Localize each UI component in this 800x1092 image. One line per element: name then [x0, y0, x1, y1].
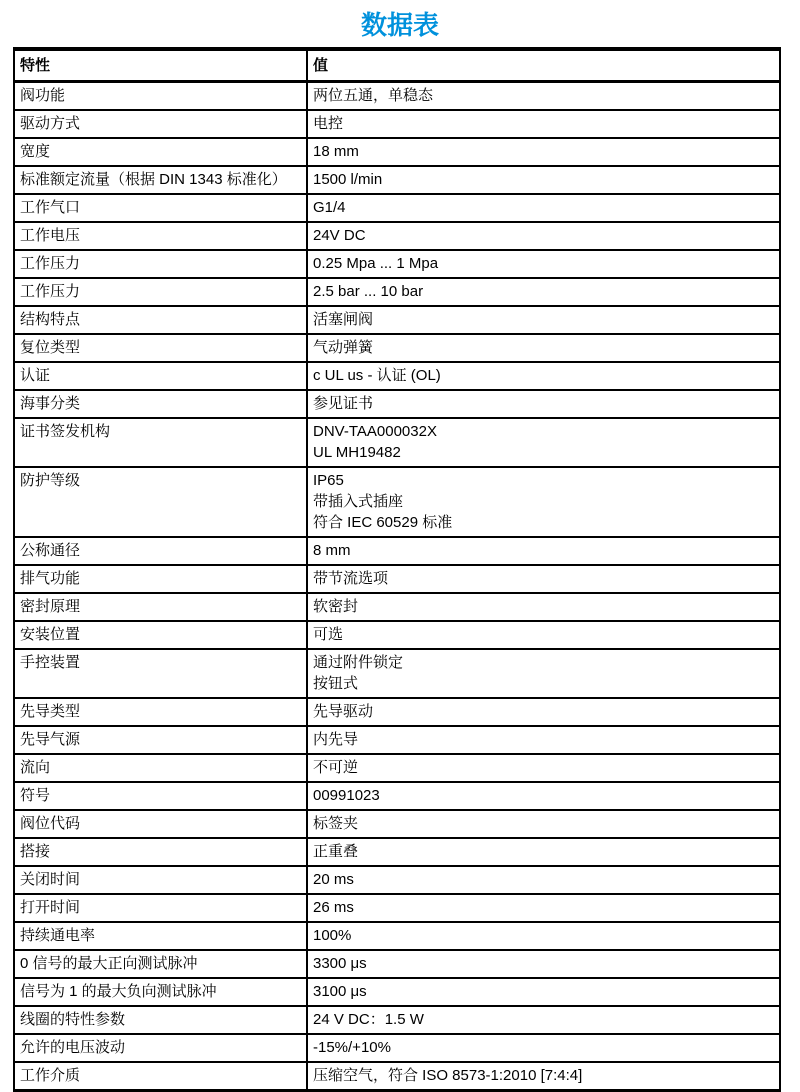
characteristic-cell: 复位类型	[14, 334, 307, 362]
characteristic-cell: 结构特点	[14, 306, 307, 334]
table-row	[14, 754, 780, 782]
value-cell	[307, 922, 780, 950]
characteristic-cell: 手控装置	[14, 649, 307, 698]
value-cell	[307, 866, 780, 894]
characteristic-cell: 认证	[14, 362, 307, 390]
table-row	[14, 950, 780, 978]
value-line: 24 V DC：1.5 W	[313, 1011, 424, 1028]
characteristic-cell: 搭接	[14, 838, 307, 866]
table-row	[14, 110, 780, 138]
value-line: 两位五通，单稳态	[313, 87, 434, 104]
characteristic-cell: 宽度	[14, 138, 307, 166]
value-cell	[307, 726, 780, 754]
characteristic-cell: 0 信号的最大正向测试脉冲	[14, 950, 307, 978]
value-cell	[307, 649, 780, 698]
value-cell	[307, 222, 780, 250]
table-row	[14, 894, 780, 922]
characteristic-cell: 排气功能	[14, 565, 307, 593]
value-line: 标签夹	[313, 815, 359, 832]
table-row	[14, 621, 780, 649]
characteristic-cell: 安装位置	[14, 621, 307, 649]
value-cell	[307, 782, 780, 810]
characteristic-cell: 允许的电压波动	[14, 1034, 307, 1062]
value-line: 26 ms	[313, 899, 354, 916]
table-row	[14, 1034, 780, 1062]
value-line: 压缩空气，符合 ISO 8573-1:2010 [7:4:4]	[313, 1067, 583, 1084]
value-line: 先导驱动	[313, 703, 374, 720]
table-row	[14, 1062, 780, 1091]
value-line: 内先导	[313, 731, 359, 748]
value-cell	[307, 950, 780, 978]
value-line: 00991023	[313, 787, 380, 804]
table-row	[14, 1006, 780, 1034]
value-line: 2.5 bar ... 10 bar	[313, 283, 424, 300]
value-line: -15%/+10%	[313, 1039, 391, 1056]
characteristic-cell: 防护等级	[14, 467, 307, 537]
table-row	[14, 278, 780, 306]
table-row	[14, 138, 780, 166]
table-row	[14, 250, 780, 278]
table-row	[14, 698, 780, 726]
table-row	[14, 222, 780, 250]
characteristic-cell: 工作气口	[14, 194, 307, 222]
value-cell	[307, 1006, 780, 1034]
value-cell	[307, 621, 780, 649]
value-line: DNV-TAA000032X	[313, 423, 437, 440]
value-cell	[307, 894, 780, 922]
characteristic-cell: 打开时间	[14, 894, 307, 922]
page-title: 数据表	[360, 10, 439, 40]
table-row	[14, 810, 780, 838]
characteristic-cell: 工作介质	[14, 1062, 307, 1091]
table-row	[14, 418, 780, 467]
value-line: 符合 IEC 60529 标准	[313, 514, 453, 531]
value-cell	[307, 698, 780, 726]
value-line: 18 mm	[313, 143, 359, 160]
table-row	[14, 82, 780, 111]
value-cell	[307, 754, 780, 782]
value-cell	[307, 1034, 780, 1062]
table-row	[14, 390, 780, 418]
value-cell	[307, 838, 780, 866]
value-cell	[307, 82, 780, 111]
value-cell	[307, 278, 780, 306]
value-line: UL MH19482	[313, 444, 401, 461]
value-cell	[307, 166, 780, 194]
characteristic-cell: 符号	[14, 782, 307, 810]
value-cell	[307, 390, 780, 418]
characteristic-cell: 关闭时间	[14, 866, 307, 894]
value-line: 1500 l/min	[313, 171, 383, 188]
characteristic-cell: 线圈的特性参数	[14, 1006, 307, 1034]
characteristic-cell: 先导气源	[14, 726, 307, 754]
value-line: 气动弹簧	[313, 339, 374, 356]
value-cell	[307, 306, 780, 334]
value-line: G1/4	[313, 199, 346, 216]
value-line: 正重叠	[313, 843, 359, 860]
header-characteristic: 特性	[14, 49, 307, 82]
value-line: IP65	[313, 472, 344, 489]
value-line: 3300 μs	[313, 955, 367, 972]
table-row	[14, 362, 780, 390]
value-line: 参见证书	[313, 395, 374, 412]
value-cell	[307, 810, 780, 838]
value-cell	[307, 467, 780, 537]
value-line: 软密封	[313, 598, 359, 615]
value-cell	[307, 418, 780, 467]
characteristic-cell: 公称通径	[14, 537, 307, 565]
table-row	[14, 334, 780, 362]
value-line: 0.25 Mpa ... 1 Mpa	[313, 255, 439, 272]
table-row	[14, 306, 780, 334]
characteristic-cell: 阀功能	[14, 82, 307, 111]
value-line: 8 mm	[313, 542, 351, 559]
value-line: 100%	[313, 927, 352, 944]
table-row	[14, 194, 780, 222]
value-line: 20 ms	[313, 871, 354, 888]
value-line: 按钮式	[313, 675, 359, 692]
characteristic-cell: 信号为 1 的最大负向测试脉冲	[14, 978, 307, 1006]
characteristic-cell: 阀位代码	[14, 810, 307, 838]
value-cell	[307, 194, 780, 222]
table-row	[14, 978, 780, 1006]
table-row	[14, 782, 780, 810]
value-line: 带插入式插座	[313, 493, 404, 510]
value-line: c UL us - 认证 (OL)	[313, 367, 441, 384]
value-line: 24V DC	[313, 227, 366, 244]
characteristic-cell: 持续通电率	[14, 922, 307, 950]
value-line: 3100 μs	[313, 983, 367, 1000]
value-cell	[307, 110, 780, 138]
value-cell	[307, 138, 780, 166]
table-row	[14, 922, 780, 950]
characteristic-cell: 证书签发机构	[14, 418, 307, 467]
spec-table-body	[14, 82, 780, 1091]
value-line: 电控	[313, 115, 344, 132]
value-cell	[307, 565, 780, 593]
value-line: 活塞闸阀	[313, 311, 374, 328]
characteristic-cell: 工作压力	[14, 278, 307, 306]
table-row	[14, 649, 780, 698]
value-line: 带节流选项	[313, 570, 389, 587]
table-row	[14, 565, 780, 593]
characteristic-cell: 工作电压	[14, 222, 307, 250]
header-value: 值	[307, 49, 780, 82]
characteristic-cell: 先导类型	[14, 698, 307, 726]
value-line: 通过附件锁定	[313, 654, 404, 671]
value-line: 可选	[313, 626, 344, 643]
value-line: 不可逆	[313, 759, 359, 776]
characteristic-cell: 工作压力	[14, 250, 307, 278]
value-cell	[307, 1062, 780, 1091]
table-row	[14, 593, 780, 621]
value-cell	[307, 250, 780, 278]
value-cell	[307, 362, 780, 390]
table-row	[14, 866, 780, 894]
value-cell	[307, 537, 780, 565]
spec-table	[13, 47, 781, 1092]
table-row	[14, 166, 780, 194]
value-cell	[307, 978, 780, 1006]
characteristic-cell: 流向	[14, 754, 307, 782]
header-row	[14, 49, 780, 82]
characteristic-cell: 密封原理	[14, 593, 307, 621]
table-row	[14, 467, 780, 537]
characteristic-cell: 驱动方式	[14, 110, 307, 138]
table-row	[14, 838, 780, 866]
table-row	[14, 537, 780, 565]
value-cell	[307, 334, 780, 362]
characteristic-cell: 海事分类	[14, 390, 307, 418]
characteristic-cell: 标准额定流量（根据 DIN 1343 标准化）	[14, 166, 307, 194]
table-row	[14, 726, 780, 754]
value-cell	[307, 593, 780, 621]
